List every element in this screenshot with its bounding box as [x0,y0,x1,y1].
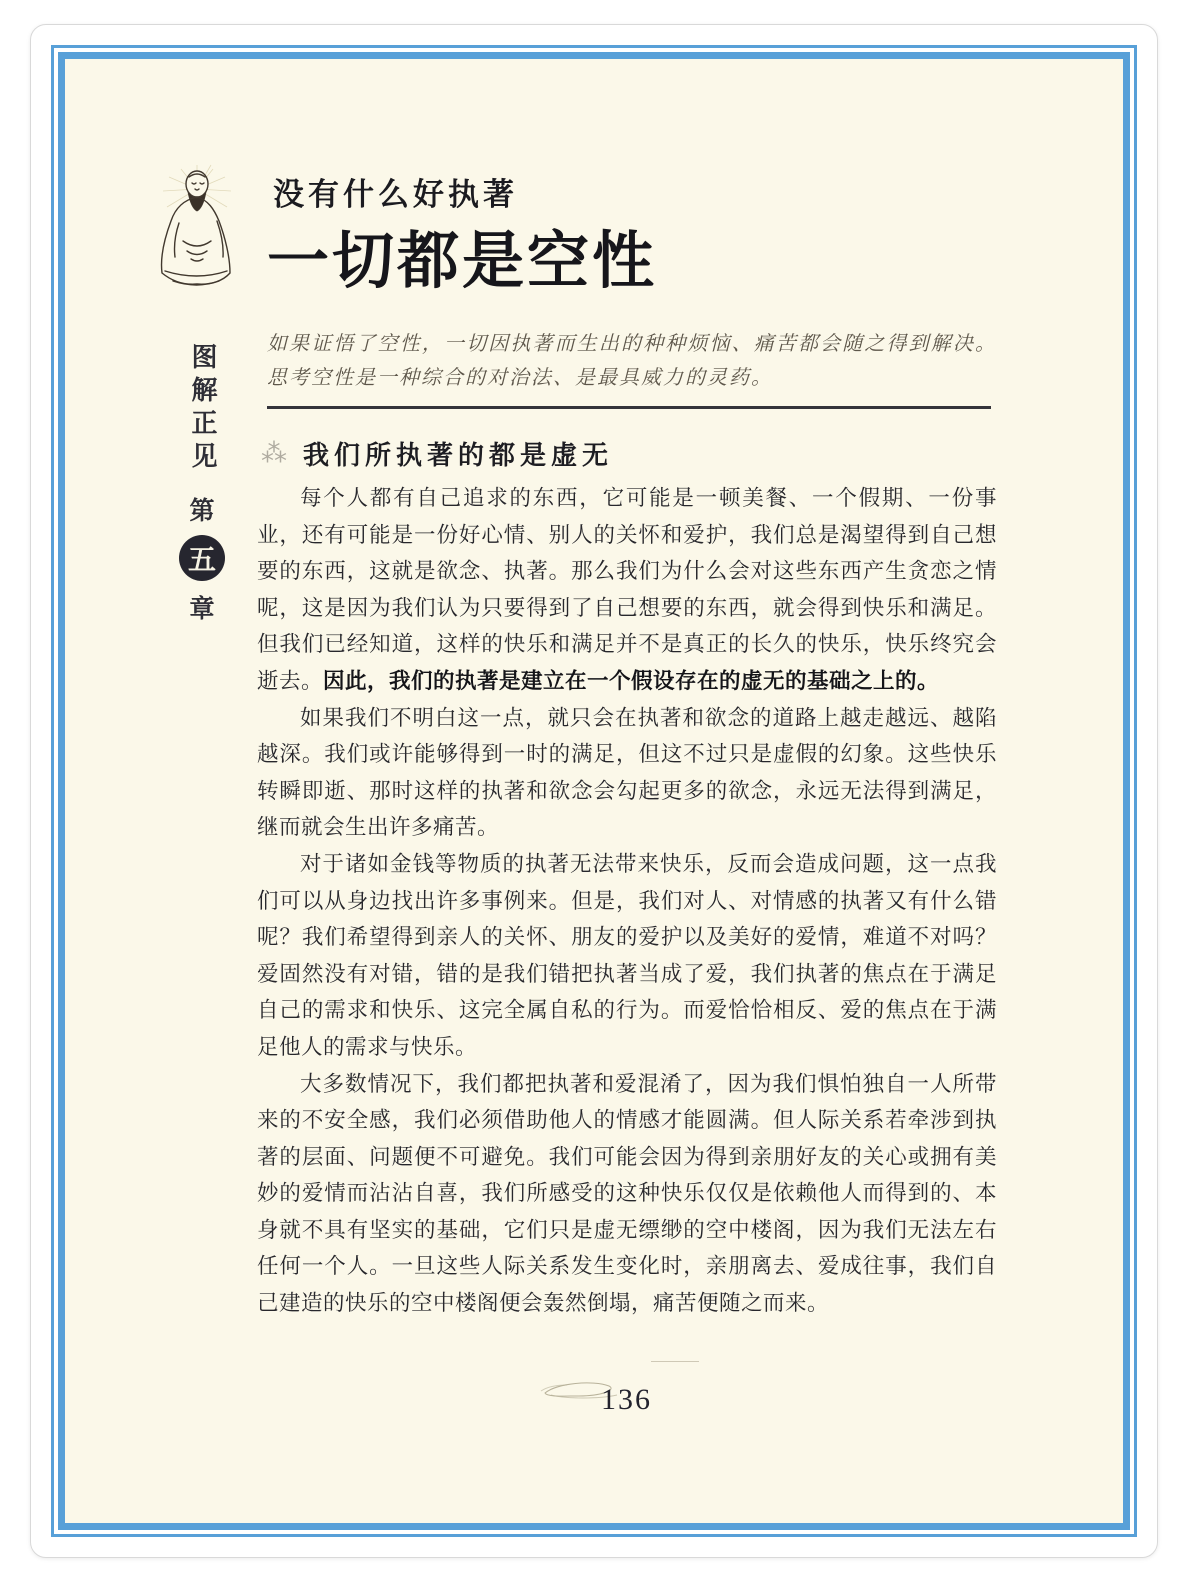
sidebar-book-title: 图解正见 [188,343,217,475]
paragraph-text: 大多数情况下，我们都把执著和爱混淆了，因为我们惧怕独自一人所带来的不安全感，我们必须借助他人的情感才能圆满。但人际关系若牵涉到执著的层面、问题便不可避免。我们可能会因为得到亲朋好友的关心或拥有美妙的爱情而沾沾自喜，我们所感受的这种快乐仅仅是依赖他人而得到的、本身就不具有坚实的基础，它们只是虚无缥缈的空中楼阁，因为我们无法左右任何一个人。一旦这些人际关系发生变化时，亲朋离去、爱成往事，我们自己建造的快乐的空中楼阁便会轰然倒塌，痛苦便随之而来。 [257,1071,997,1316]
page-footer [65,1355,1123,1425]
page-card [30,24,1158,1558]
paragraph-text: 每个人都有自己追求的东西，它可能是一顿美餐、一个假期、一份事业，还有可能是一份好心情、别人的关怀和爱护，我们总是渴望得到自己想要的东西，这就是欲念、执著。那么我们为什么会对这些东西产生贪恋之情呢，这是因为我们认为只要得到了自己想要的东西，就会得到快乐和满足。但我们已经知道，这样的快乐和满足并不是真正的长久的快乐，快乐终究会逝去。 [257,486,997,693]
paragraph-text: 如果我们不明白这一点，就只会在执著和欲念的道路上越走越远、越陷越深。我们或许能够得到一时的满足，但这不过只是虚假的幻象。这些快乐转瞬即逝、那时这样的执著和欲念会勾起更多的欲念，永远无法得到满足，继而就会生出许多痛苦。 [257,705,997,840]
chapter-title: 一切都是空性 [267,228,658,296]
chapter-subtitle: 没有什么好执著 [273,177,518,212]
divider-rule [267,406,991,409]
body-paragraph [257,700,997,846]
body-paragraph [257,1066,997,1322]
section-marker-icon: ⁂ [261,438,289,468]
chapter-label-prefix: 第 [189,498,215,525]
faint-rule [651,1361,699,1362]
body-paragraph [257,846,997,1066]
paragraph-bold-emphasis: 因此，我们的执著是建立在一个假设存在的虚无的基础之上的。 [323,668,940,693]
chapter-number-badge: 五 [179,535,225,581]
paragraph-text: 对于诸如金钱等物质的执著无法带来快乐，反而会造成问题，这一点我们可以从身边找出许多事例来。但是，我们对人、对情感的执著又有什么错呢？我们希望得到亲人的关怀、朋友的爱护以及美好的爱情，难道不对吗？爱固然没有对错，错的是我们错把执著当成了爱，我们执著的焦点在于满足自己的需求和快乐、这完全属自私的行为。而爱恰恰相反、爱的焦点在于满足他人的需求与快乐。 [257,851,997,1059]
section-heading: 我们所执著的都是虚无 [303,441,614,470]
body-paragraph [257,480,997,700]
sidebar-chapter-info [183,343,221,625]
monk-illustration [151,163,241,295]
body-text-column [257,480,997,1322]
section-heading-row [261,435,613,472]
intro-quote: 如果证悟了空性，一切因执著而生出的种种烦恼、痛苦都会随之得到解决。思考空性是一种综合的对治法、是最具威力的灵药。 [267,333,997,389]
page-number: 136 [601,1383,652,1416]
content-page [58,52,1130,1530]
decorative-border-outer [51,45,1137,1537]
chapter-label-suffix: 章 [189,596,215,623]
